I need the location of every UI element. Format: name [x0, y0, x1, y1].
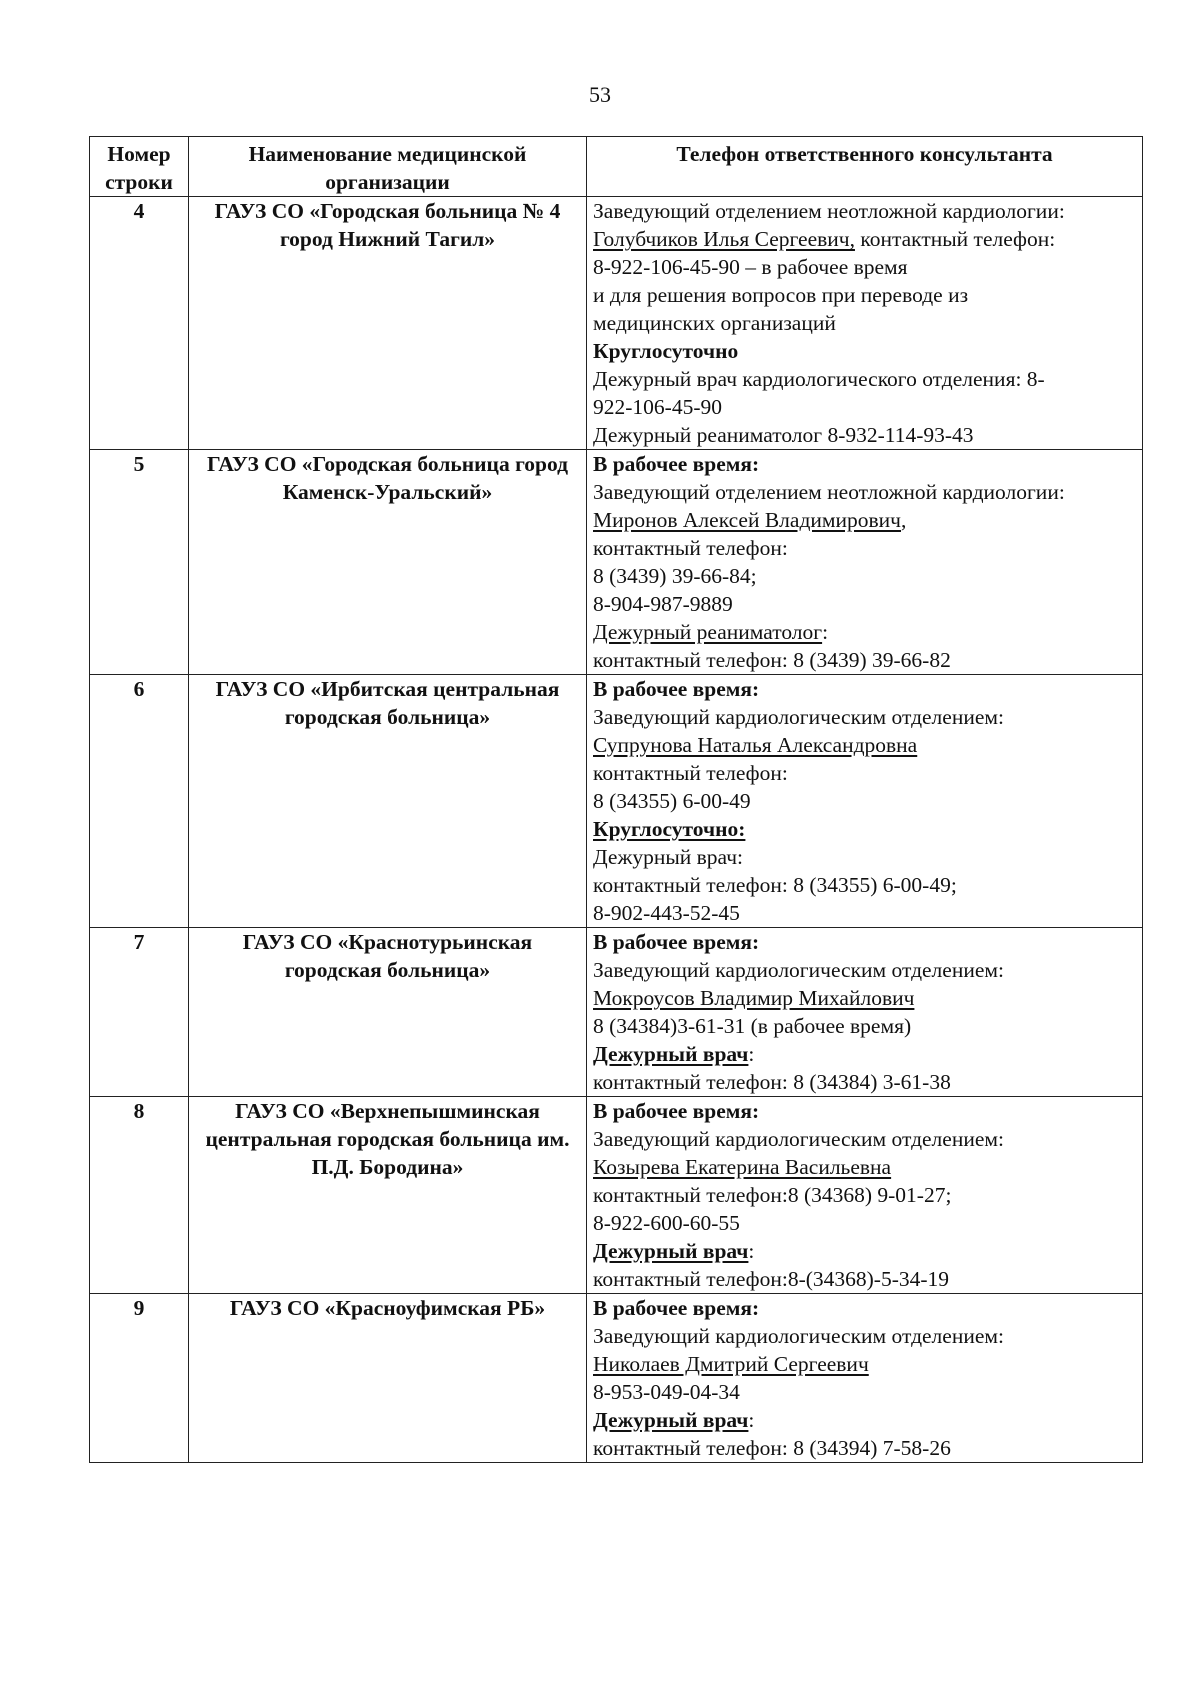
contact-line: контактный телефон: [593, 536, 788, 560]
contact-line: контактный телефон: 8 (34355) 6-00-49; [593, 873, 957, 897]
header-phone: Телефон ответственного консультанта [587, 137, 1143, 197]
contact-line: Николаев Дмитрий Сергеевич [593, 1352, 869, 1376]
contact-line: 8-953-049-04-34 [593, 1380, 740, 1404]
row-number: 5 [90, 450, 189, 675]
contact-line: контактный телефон:8-(34368)-5-34-19 [593, 1267, 950, 1291]
contact-info [587, 1294, 1143, 1463]
contact-line: контактный телефон: 8 (34394) 7-58-26 [593, 1436, 951, 1460]
contact-line: Круглосуточно [593, 339, 739, 363]
contact-line: Заведующий кардиологическим отделением: [593, 1127, 1004, 1151]
contact-line: 8-902-443-52-45 [593, 901, 740, 925]
organization-name: ГАУЗ СО «Ирбитская центральная городская больница» [189, 675, 587, 928]
contact-line: 8 (34355) 6-00-49 [593, 789, 751, 813]
contact-info [587, 197, 1143, 450]
contact-line [593, 1237, 1136, 1265]
contact-text: : [748, 1239, 755, 1263]
contact-line: В рабочее время: [593, 930, 760, 954]
row-number: 7 [90, 928, 189, 1097]
contact-line: Козырева Екатерина Васильевна [593, 1155, 892, 1179]
contact-line: 8-922-106-45-90 – в рабочее время [593, 255, 908, 279]
contact-line: В рабочее время: [593, 677, 760, 701]
contact-info [587, 450, 1143, 675]
contact-info [587, 675, 1143, 928]
contact-text: : [822, 620, 829, 644]
contact-text: Дежурный врач [593, 1239, 749, 1263]
row-number: 4 [90, 197, 189, 450]
contact-text: контактный телефон: [854, 227, 1056, 251]
contact-text: Миронов Алексей Владимирович [593, 508, 901, 532]
contact-line: Заведующий кардиологическим отделением: [593, 958, 1004, 982]
contact-line: контактный телефон: [593, 761, 788, 785]
contact-line: 8 (3439) 39-66-84; [593, 564, 757, 588]
contact-line: 8-922-600-60-55 [593, 1211, 740, 1235]
table-header-row [90, 137, 1143, 197]
table-row [90, 675, 1143, 928]
organization-name: ГАУЗ СО «Городская больница № 4 город Нижний Тагил» [189, 197, 587, 450]
contact-line: и для решения вопросов при переводе из [593, 283, 969, 307]
organization-name: ГАУЗ СО «Краснотурьинская городская больница» [189, 928, 587, 1097]
contact-line: Супрунова Наталья Александровна [593, 733, 918, 757]
contact-line: Заведующий кардиологическим отделением: [593, 1324, 1004, 1348]
contact-line: Заведующий отделением неотложной кардиологии: [593, 199, 1065, 223]
page-number: 53 [589, 82, 611, 107]
contact-line [593, 1406, 1136, 1434]
contact-line: Заведующий отделением неотложной кардиологии: [593, 480, 1065, 504]
contact-line: медицинских организаций [593, 311, 836, 335]
table-body [90, 197, 1143, 1463]
contact-line: 922-106-45-90 [593, 395, 722, 419]
contact-line [593, 225, 1136, 253]
table-row [90, 928, 1143, 1097]
contact-line [593, 618, 1136, 646]
contact-line: Мокроусов Владимир Михайлович [593, 986, 915, 1010]
contact-info [587, 1097, 1143, 1294]
organization-name: ГАУЗ СО «Городская больница город Каменск-Уральский» [189, 450, 587, 675]
contact-line: Круглосуточно: [593, 817, 746, 841]
contact-line: Дежурный врач кардиологического отделения: 8- [593, 367, 1045, 391]
contact-line: Дежурный реаниматолог 8-932-114-93-43 [593, 423, 974, 447]
contact-text: Голубчиков Илья Сергеевич, [593, 227, 855, 251]
contact-line [593, 1040, 1136, 1068]
contact-text: Дежурный реаниматолог [593, 620, 823, 644]
contact-line [593, 506, 1136, 534]
contact-line: В рабочее время: [593, 1296, 760, 1320]
table-row [90, 197, 1143, 450]
contact-text: Дежурный врач [593, 1042, 749, 1066]
organization-name: ГАУЗ СО «Верхнепышминская центральная городская больница им. П.Д. Бородина» [189, 1097, 587, 1294]
contact-line: 8 (34384)3-61-31 (в рабочее время) [593, 1014, 912, 1038]
header-row-number: Номер строки [90, 137, 189, 197]
contact-info [587, 928, 1143, 1097]
contact-line: В рабочее время: [593, 1099, 760, 1123]
contact-text: : [748, 1408, 755, 1432]
contact-line: контактный телефон: 8 (3439) 39-66-82 [593, 648, 951, 672]
row-number: 6 [90, 675, 189, 928]
contact-line: Дежурный врач: [593, 845, 744, 869]
contact-text: , [900, 508, 907, 532]
row-number: 8 [90, 1097, 189, 1294]
contact-text: : [748, 1042, 755, 1066]
table-row [90, 1294, 1143, 1463]
contact-line: контактный телефон:8 (34368) 9-01-27; [593, 1183, 952, 1207]
contact-line: Заведующий кардиологическим отделением: [593, 705, 1004, 729]
table-row [90, 450, 1143, 675]
contact-text: Дежурный врач [593, 1408, 749, 1432]
header-organization: Наименование медицинской организации [189, 137, 587, 197]
consultants-table [89, 136, 1143, 1463]
table-row [90, 1097, 1143, 1294]
organization-name: ГАУЗ СО «Красноуфимская РБ» [189, 1294, 587, 1463]
row-number: 9 [90, 1294, 189, 1463]
contact-line: 8-904-987-9889 [593, 592, 733, 616]
contact-line: контактный телефон: 8 (34384) 3-61-38 [593, 1070, 951, 1094]
contact-line: В рабочее время: [593, 452, 760, 476]
